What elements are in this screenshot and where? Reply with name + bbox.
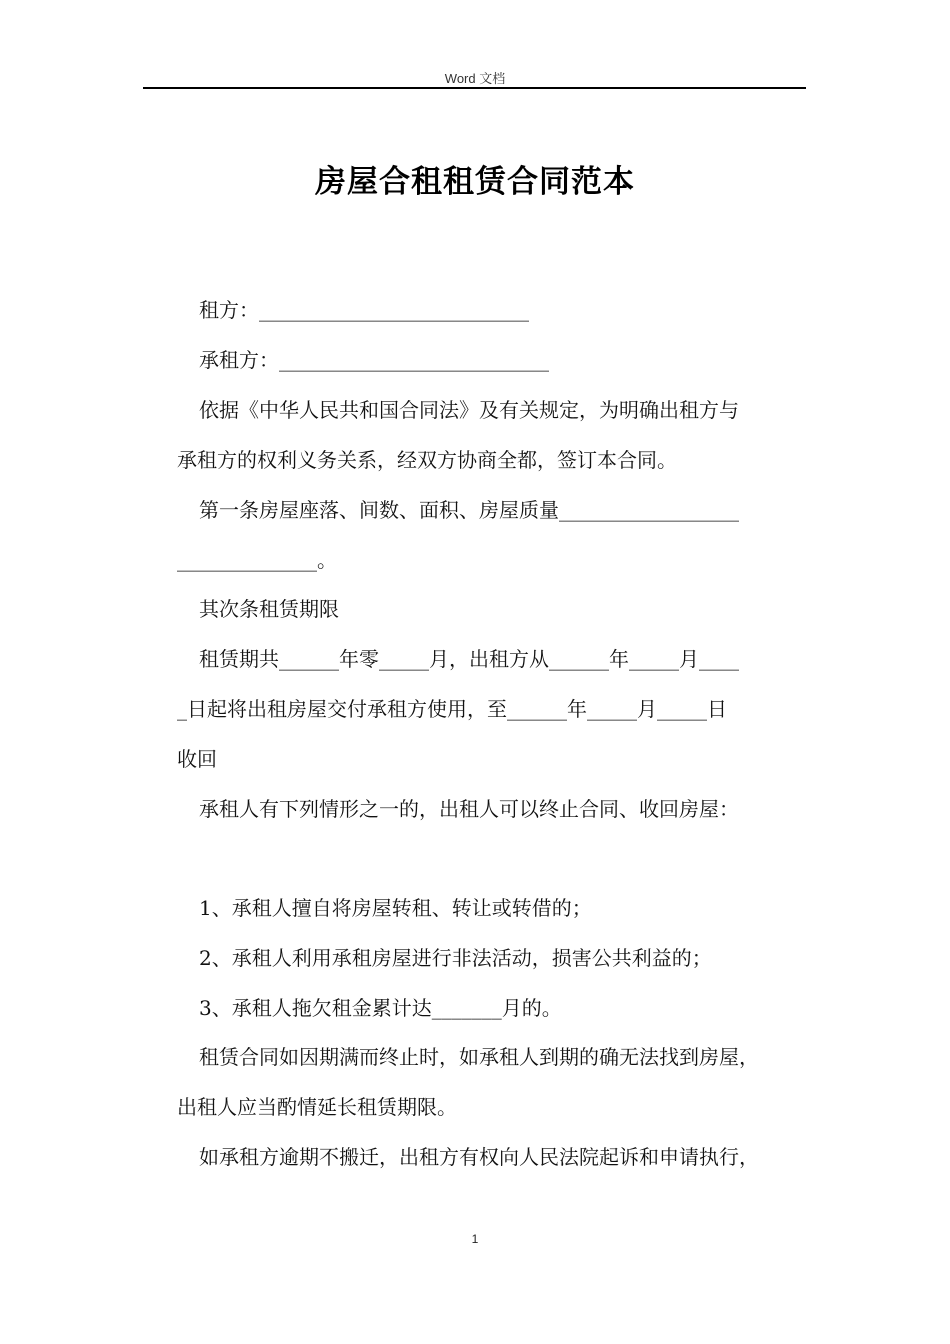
article-2-heading: 其次条租赁期限 (199, 597, 339, 621)
article-1-line-2: ______________。 (177, 548, 337, 572)
page-number: 1 (471, 1232, 479, 1246)
article-1-line-1: 第一条房屋座落、间数、面积、房屋质量__________________ (199, 498, 739, 522)
document-header-label: Word 文档 (444, 71, 506, 86)
header-divider (143, 87, 806, 89)
lease-term-line-2: _日起将出租房屋交付承租方使用，至______年_____月_____日 (177, 697, 727, 721)
termination-item-3: 3、承租人拖欠租金累计达_______月的。 (199, 996, 562, 1020)
termination-item-2: 2、承租人利用承租房屋进行非法活动，损害公共利益的； (199, 946, 712, 970)
termination-item-1: 1、承租人擅自将房屋转租、转让或转借的； (199, 896, 592, 920)
expiry-line-1: 租赁合同如因期满而终止时，如承租人到期的确无法找到房屋， (199, 1045, 759, 1069)
lessee-line: 承租方：___________________________ (199, 348, 549, 372)
lessor-line: 租方：___________________________ (199, 298, 529, 322)
document-title: 房屋合租租赁合同范本 (315, 164, 635, 200)
overstay-line: 如承租方逾期不搬迁，出租方有权向人民法院起诉和申请执行， (199, 1145, 759, 1169)
lease-term-line-3: 收回 (177, 747, 217, 771)
preamble-line-2: 承租方的权利义务关系，经双方协商全都，签订本合同。 (177, 448, 677, 472)
expiry-line-2: 出租人应当酌情延长租赁期限。 (177, 1095, 457, 1119)
termination-intro: 承租人有下列情形之一的，出租人可以终止合同、收回房屋： (199, 797, 739, 821)
lease-term-line-1: 租赁期共______年零_____月，出租方从______年_____月____ (199, 647, 739, 671)
preamble-line-1: 依据《中华人民共和国合同法》及有关规定，为明确出租方与 (199, 398, 739, 422)
